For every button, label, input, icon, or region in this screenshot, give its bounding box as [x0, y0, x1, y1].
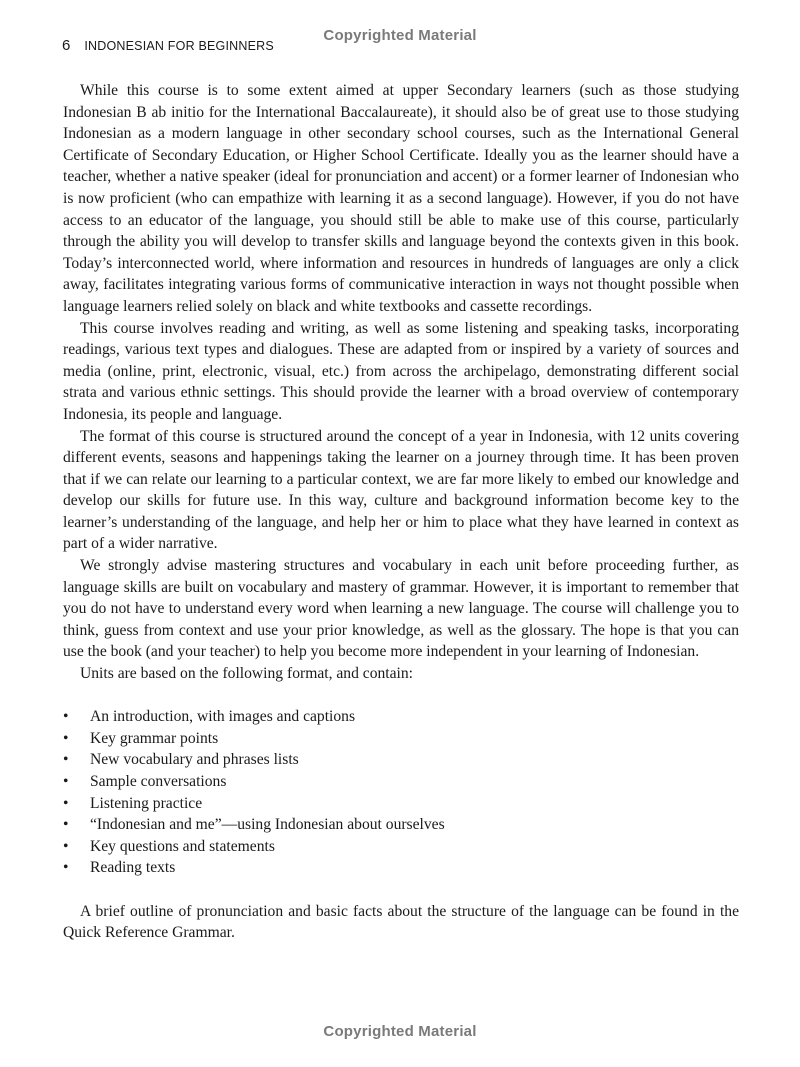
bullet-icon: • — [63, 773, 69, 790]
list-item-text: Sample conversations — [90, 773, 227, 790]
bullet-icon: • — [63, 794, 69, 812]
paragraph-course-content: This course involves reading and writing, as well as some listening and speaking tasks, incorporating readings, various text types and dialogues. These are adapted from or inspired by a variety of sources and media (online, print, electronic, visual, etc.) from across the archipelago, demonstrating different social strata and various ethnic settings. This should provide the learner with a broad overview of contemporary Indonesia, its people and language. — [63, 319, 739, 423]
bullet-icon: • — [63, 816, 69, 834]
paragraph-study-advice: We strongly advise mastering structures and vocabulary in each unit before proceeding further, as language skills are built on vocabulary and mastery of grammar. However, it is important to remember that you do not have to understand every word when learning a new language. The course will challenge you to think, guess from context and use your prior knowledge, as well as the glossary. The hope is that you can use the book (and your teacher) to help you become more independent in your learning of Indonesian. — [63, 557, 739, 661]
page-number: 6 — [62, 37, 71, 54]
paragraph-closing: A brief outline of pronunciation and basic facts about the structure of the language can be found in the Quick Reference Grammar. — [63, 902, 739, 942]
running-title: INDONESIAN FOR BEGINNERS — [84, 39, 274, 53]
list-item-text: An introduction, with images and captions — [90, 708, 356, 726]
bullet-icon: • — [63, 859, 69, 877]
list-item — [63, 706, 739, 728]
list-item — [63, 793, 739, 815]
list-item — [63, 857, 739, 879]
body-text — [63, 80, 739, 944]
list-item-text: Listening practice — [90, 794, 203, 812]
paragraph-course-audience: While this course is to some extent aimed at upper Secondary learners (such as those studying Indonesian B ab initio for the International Baccalaureate), it should also be of great use to those studying Indonesian as a modern language in other secondary school courses, such as the International General Certificate of Secondary Education, or Higher School Certificate. Ideally you as the learner should have a teacher, whether a native speaker (ideal for pronunciation and accent) or a former learner of Indonesian who is now proficient (who can empathize with learning it as a second language). However, if you do not have access to an educator of the language, you should still be able to make use of this course, particularly through the ability you will develop to transfer skills and language beyond the contexts given in this book. Today’s interconnected world, where information and resources in hundreds of languages are only a click away, facilitates integrating various forms of communicative interaction in ways not thought possible when language learners relied solely on black and white textbooks and cassette recordings. — [63, 82, 739, 315]
copyright-watermark-top: Copyrighted Material — [323, 27, 477, 44]
list-item-text: Key questions and statements — [90, 837, 275, 855]
list-item — [63, 749, 739, 771]
list-item-text: New vocabulary and phrases lists — [90, 751, 299, 769]
list-item — [63, 771, 739, 793]
bullet-icon: • — [63, 708, 69, 726]
unit-contents-list — [63, 706, 739, 879]
list-item-text: “Indonesian and me”—using Indonesian about ourselves — [90, 816, 445, 834]
paragraph-units-intro: Units are based on the following format, and contain: — [80, 665, 414, 683]
bullet-icon: • — [63, 729, 69, 747]
paragraph-course-format: The format of this course is structured around the concept of a year in Indonesia, with 12 units covering different events, seasons and happenings taking the learner on a journey through time. It has been proven that if we can relate our learning to a particular context, we are far more likely to embed our knowledge and develop our skills for future use. In this way, culture and background information become key to the learner’s understanding of the language, and help her or him to place what they have learned in context as part of a wider narrative. — [63, 427, 739, 553]
list-item — [63, 836, 739, 858]
running-header — [62, 37, 274, 54]
copyright-watermark-bottom: Copyrighted Material — [323, 1023, 477, 1040]
list-item-text: Key grammar points — [90, 729, 219, 747]
bullet-icon: • — [63, 751, 69, 769]
list-item — [63, 728, 739, 750]
list-item — [63, 814, 739, 836]
list-item-text: Reading texts — [90, 859, 176, 877]
bullet-icon: • — [63, 837, 69, 855]
